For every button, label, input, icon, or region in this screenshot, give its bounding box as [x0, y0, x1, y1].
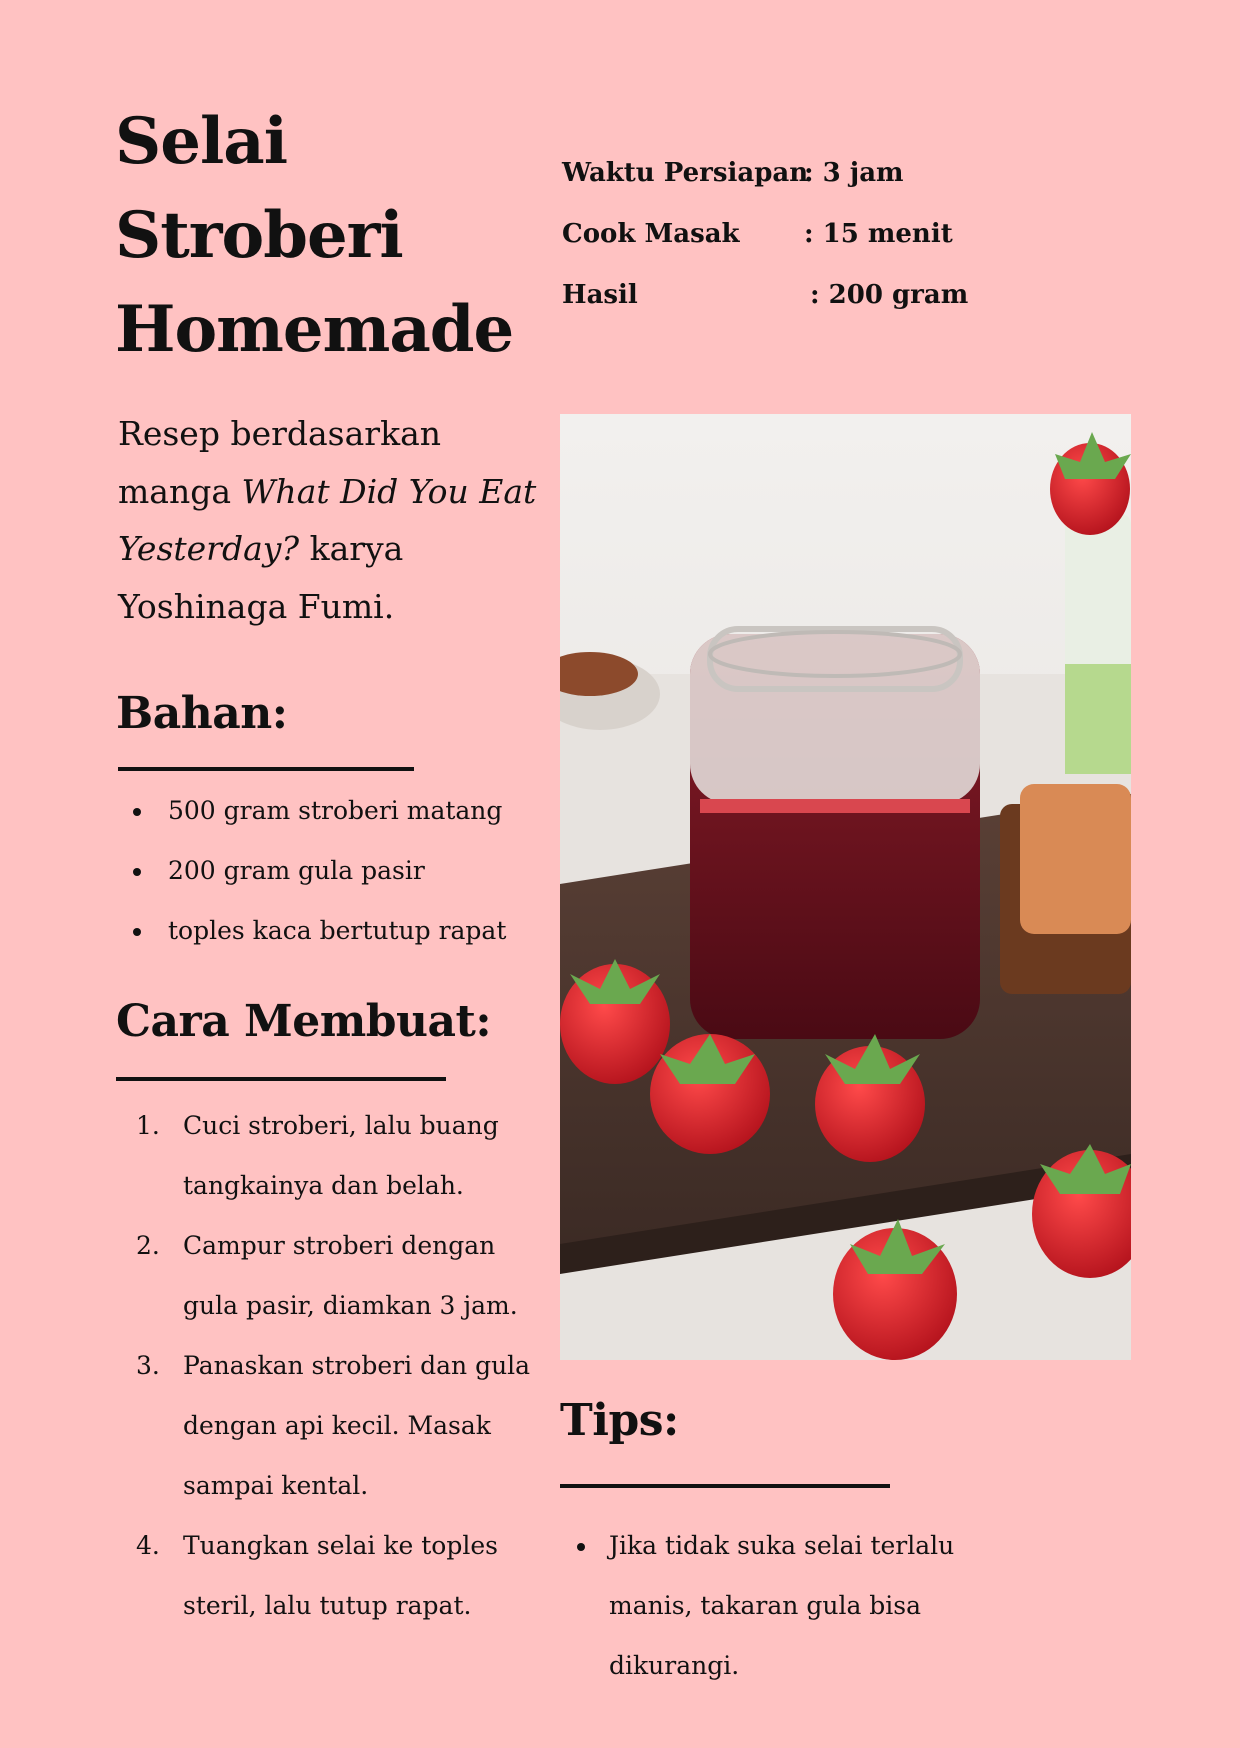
recipe-intro: [118, 405, 538, 635]
strawberry-jam-photo: [560, 414, 1131, 1360]
tip-text: Jika tidak suka selai terlalu manis, takaran gula bisa dikurangi.: [609, 1531, 955, 1680]
step-text: Campur stroberi dengan gula pasir, diamkan 3 jam.: [183, 1231, 518, 1320]
list-item: [136, 1216, 536, 1336]
tips-divider: [560, 1484, 890, 1488]
bullet-icon: [577, 1543, 585, 1551]
intro-text: Resep berdasarkan manga: [118, 414, 441, 511]
step-text: Tuangkan selai ke toples steril, lalu tutup rapat.: [183, 1531, 498, 1620]
tips-list: [562, 1516, 1032, 1696]
ingredients-heading: Bahan:: [116, 688, 288, 739]
intro-text-end: karya Yoshinaga Fumi.: [118, 529, 404, 626]
list-item: [136, 1096, 536, 1216]
bullet-icon: [133, 928, 141, 936]
tips-heading: Tips:: [560, 1395, 679, 1446]
title-line-1: Selai: [115, 104, 288, 179]
ingredients-divider: [118, 767, 414, 771]
method-heading: Cara Membuat:: [116, 996, 492, 1047]
list-item: [136, 1336, 536, 1516]
manga-title: What Did You Eat Yesterday?: [118, 471, 537, 568]
title-line-2: Stroberi: [115, 198, 403, 273]
meta-value: : 200 gram: [810, 280, 969, 310]
ingredients-list: [118, 781, 538, 961]
list-item: [118, 901, 538, 961]
list-item: [136, 1516, 536, 1636]
title-line-3: Homemade: [115, 292, 514, 367]
bullet-icon: [133, 868, 141, 876]
step-number: 4.: [136, 1531, 160, 1560]
step-number: 2.: [136, 1231, 160, 1260]
meta-value: : 3 jam: [804, 158, 904, 188]
ingredient-text: toples kaca bertutup rapat: [168, 916, 507, 945]
meta-label: Waktu Persiapan: [562, 158, 809, 188]
meta-label: Cook Masak: [562, 219, 740, 249]
jam-jar-illustration: [560, 414, 1131, 1360]
meta-label: Hasil: [562, 280, 638, 310]
step-text: Cuci stroberi, lalu buang tangkainya dan belah.: [183, 1111, 499, 1200]
step-number: 3.: [136, 1351, 160, 1380]
ingredient-text: 200 gram gula pasir: [168, 856, 425, 885]
step-text: Panaskan stroberi dan gula dengan api kecil. Masak sampai kental.: [183, 1351, 531, 1500]
list-item: [562, 1516, 1032, 1696]
bullet-icon: [133, 808, 141, 816]
method-steps: [136, 1096, 536, 1636]
list-item: [118, 781, 538, 841]
ingredient-text: 500 gram stroberi matang: [168, 796, 503, 825]
meta-value: : 15 menit: [804, 219, 953, 249]
step-number: 1.: [136, 1111, 160, 1140]
list-item: [118, 841, 538, 901]
recipe-title: [115, 95, 535, 377]
method-divider: [116, 1077, 446, 1081]
